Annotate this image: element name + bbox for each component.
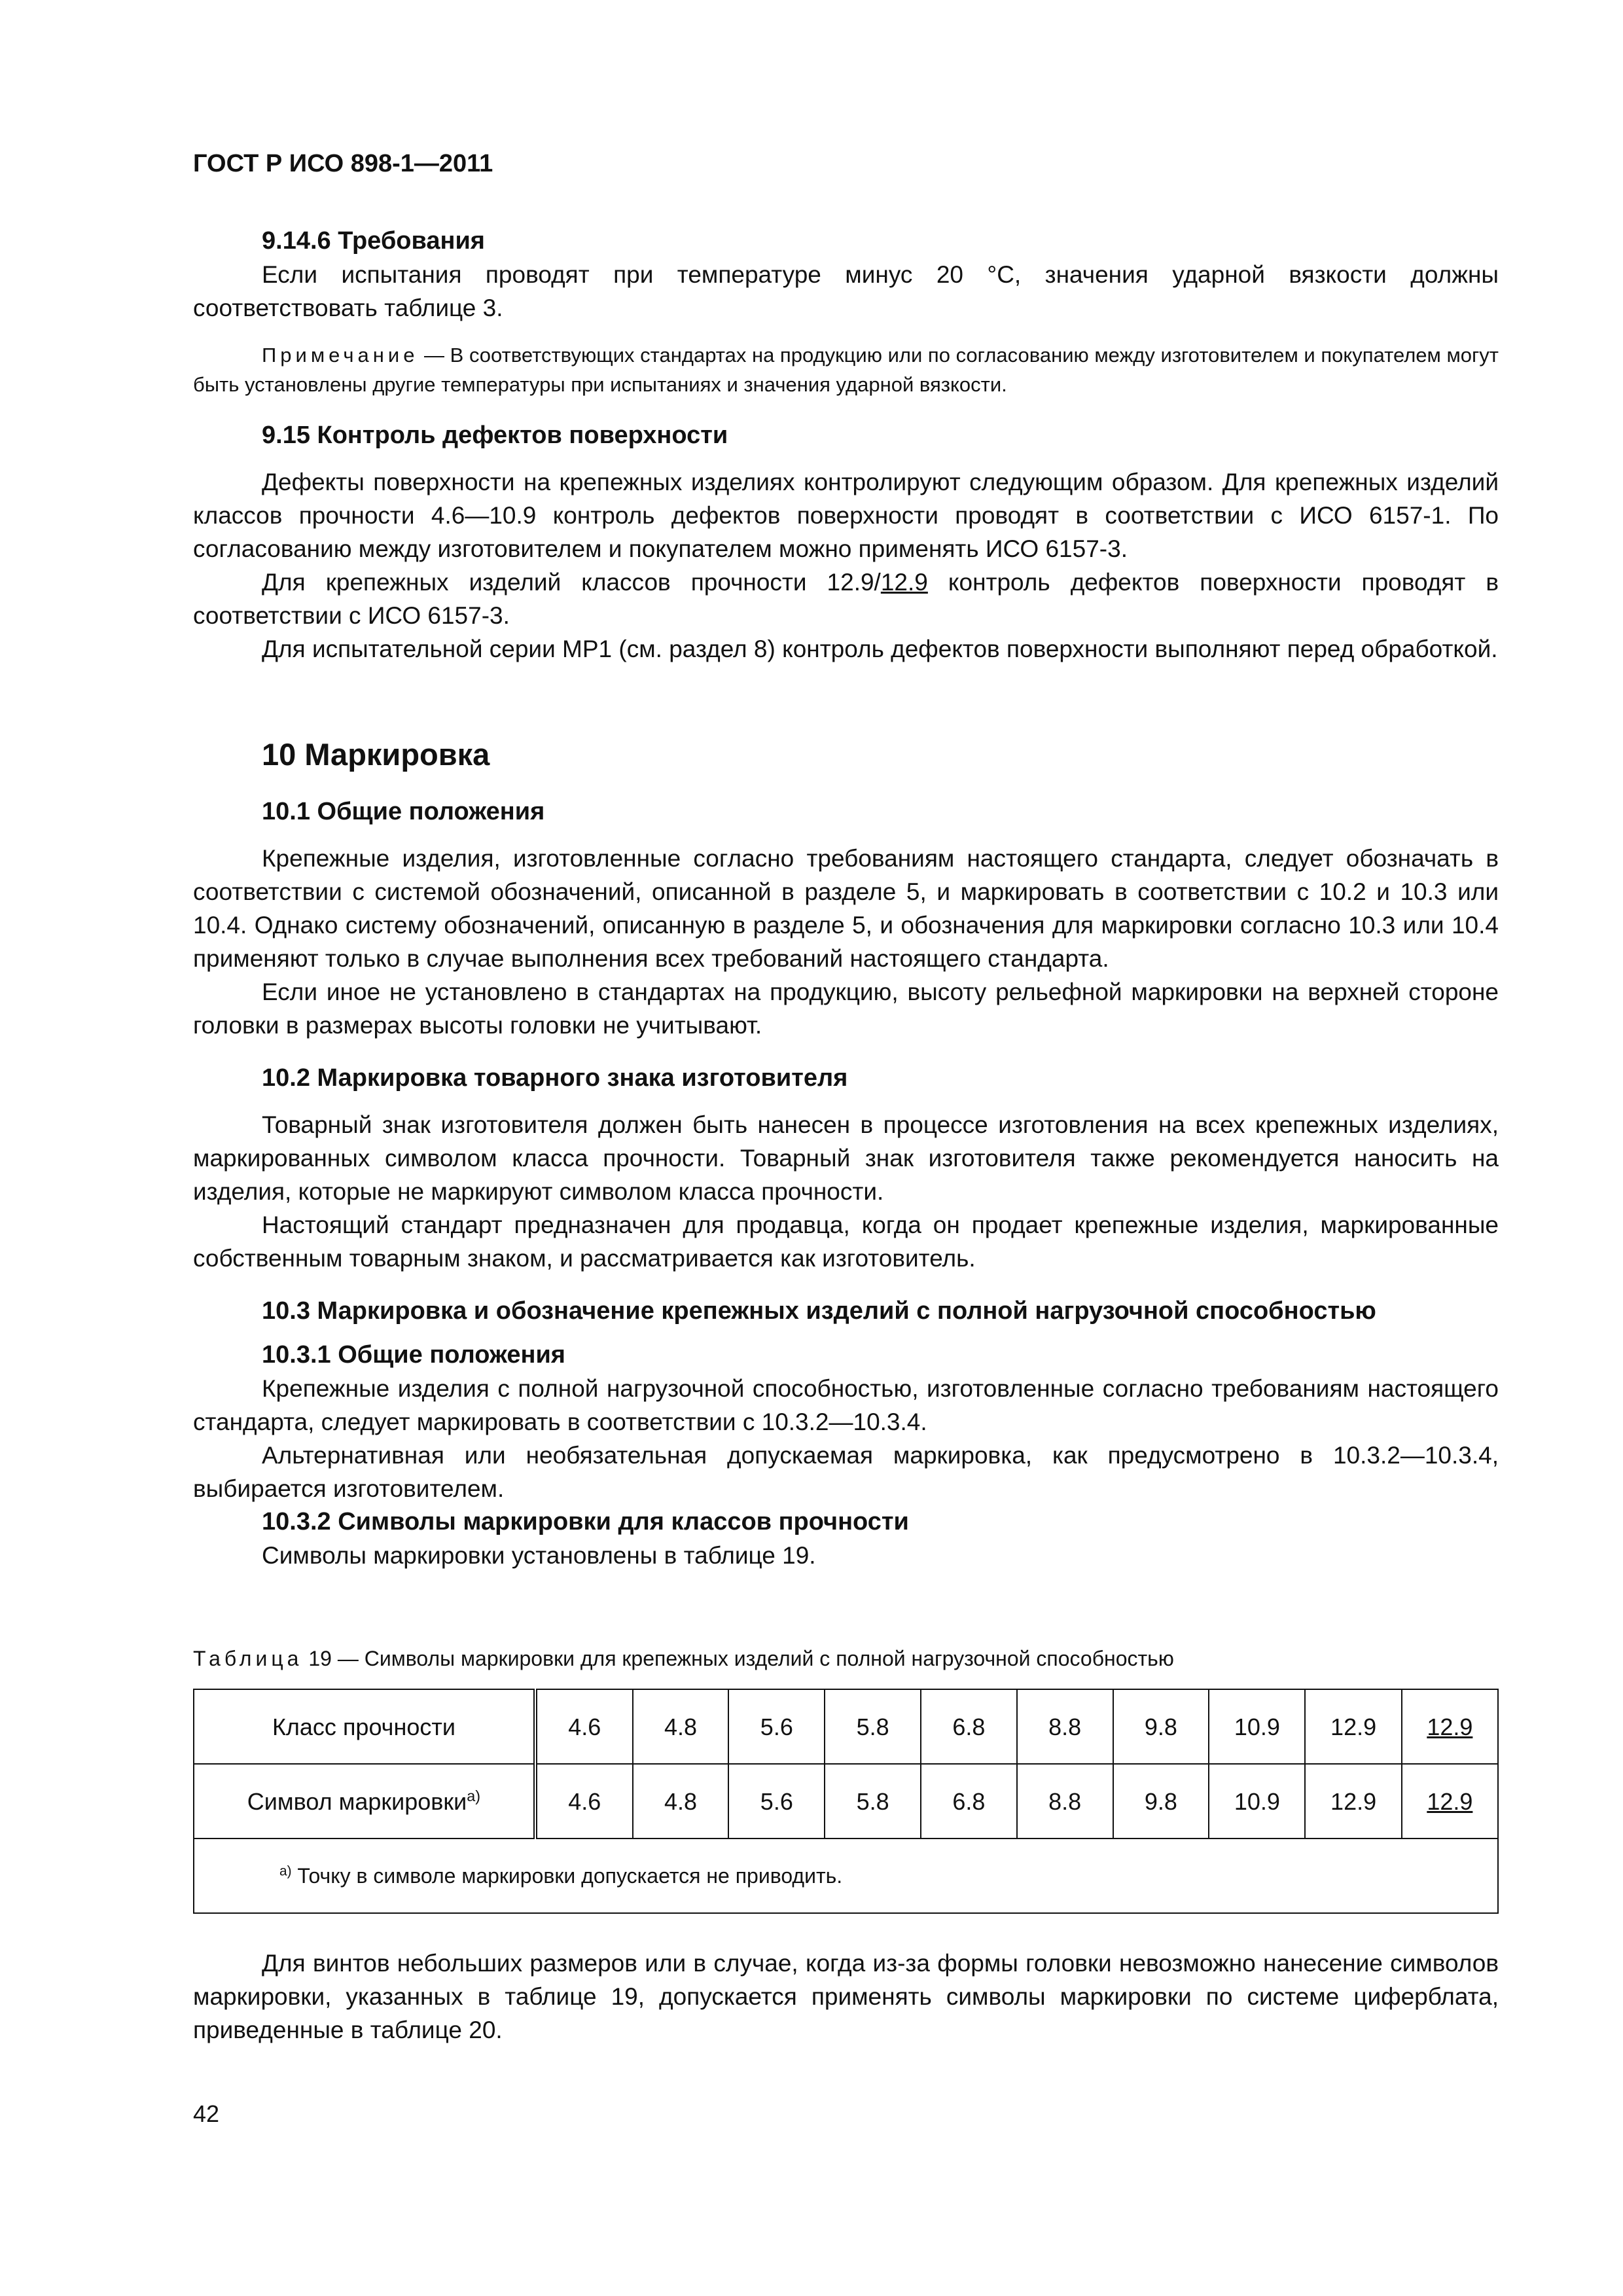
table-cell: 6.8 bbox=[921, 1689, 1017, 1764]
subsection-heading: 10.3.2 Символы маркировки для классов прочности bbox=[262, 1508, 909, 1535]
paragraph: Если испытания проводят при температуре минус 20 °С, значения ударной вязкости должны соответствовать таблице 3. bbox=[193, 261, 1499, 321]
table-cell: 12.9 bbox=[1402, 1689, 1498, 1764]
row-header: Символ маркировки$^{a)}$ bbox=[194, 1764, 535, 1839]
paragraph: Крепежные изделия с полной нагрузочной способностью, изготовленные согласно требованиям настоящего стандарта, следует маркировать в соответствии с 10.3.2—10.3.4. bbox=[193, 1375, 1499, 1435]
table-cell: 8.8 bbox=[1017, 1764, 1113, 1839]
table-footnote-row bbox=[194, 1839, 1498, 1913]
table-cell: 4.6 bbox=[535, 1689, 633, 1764]
page-number: 42 bbox=[193, 2100, 220, 2127]
note-text: — В соответствующих стандартах на продукцию или по согласованию между изготовителем и покупателем могут быть установлены другие температуры при испытаниях и значения ударной вязкости. bbox=[193, 344, 1499, 396]
table-cell: 6.8 bbox=[921, 1764, 1017, 1839]
table-row bbox=[194, 1764, 1498, 1839]
table-19 bbox=[193, 1689, 1499, 1914]
section-9-15 bbox=[193, 419, 1499, 666]
paragraph: Для испытательной серии МР1 (см. раздел 8) контроль дефектов поверхности выполняют перед обработкой. bbox=[262, 636, 1498, 662]
paragraph: Если иное не установлено в стандартах на продукцию, высоту рельефной маркировки на верхней стороне головки в размерах высоты головки не учитывают. bbox=[193, 978, 1499, 1039]
table-cell: 5.6 bbox=[728, 1689, 825, 1764]
table-cell: 5.6 bbox=[728, 1764, 825, 1839]
table-cell: 4.6 bbox=[535, 1764, 633, 1839]
closing-paragraph-block bbox=[193, 1946, 1499, 2047]
table-cell: 12.9 bbox=[1305, 1689, 1401, 1764]
row-header: Класс прочности bbox=[194, 1689, 535, 1764]
note-label: Примечание bbox=[262, 344, 419, 367]
paragraph: Дефекты поверхности на крепежных изделиях контролируют следующим образом. Для крепежных изделий классов прочности 4.6—10.9 контроль дефектов поверхности проводят в соответствии с ИСО 6157-1. По согласованию между изготовителем и покупателем можно применять ИСО 6157-3. bbox=[193, 469, 1499, 562]
paragraph: Крепежные изделия, изготовленные согласно требованиям настоящего стандарта, следует обозначать в соответствии с системой обозначений, описанной в разделе 5, и маркировать в соответствии с 10.2 и 10.3 или 10.4. Однако систему обозначений, описанную в разделе 5, и обозначения для маркировки согласно 10.3 или 10.4 применяют только в случае выполнения всех требований настоящего стандарта. bbox=[193, 845, 1499, 972]
chapter-heading: 10 Маркировка bbox=[262, 737, 490, 772]
section-10 bbox=[193, 735, 1499, 1572]
table-cell: 9.8 bbox=[1113, 1689, 1209, 1764]
table-cell: 12.9 bbox=[1402, 1764, 1498, 1839]
table-cell: 10.9 bbox=[1209, 1689, 1305, 1764]
paragraph: Для винтов небольших размеров или в случае, когда из-за формы головки невозможно нанесение символов маркировки, указанных в таблице 19, допускается применять символы маркировки по системе циферблата, приведенные в таблице 20. bbox=[193, 1950, 1499, 2043]
section-heading: 10.1 Общие положения bbox=[262, 798, 545, 825]
note bbox=[193, 340, 1499, 399]
table-footnote: $^{a)}$ Точку в символе маркировки допускается не приводить. bbox=[194, 1839, 1498, 1913]
table-cell: 5.8 bbox=[825, 1689, 921, 1764]
table-cell: 8.8 bbox=[1017, 1689, 1113, 1764]
paragraph: Товарный знак изготовителя должен быть нанесен в процессе изготовления на всех крепежных изделиях, маркированных символом класса прочности. Товарный знак изготовителя также рекомендуется наносить на изделия, которые не маркируют символом класса прочности. bbox=[193, 1111, 1499, 1205]
table-cell: 10.9 bbox=[1209, 1764, 1305, 1839]
table-cell: 12.9 bbox=[1305, 1764, 1401, 1839]
section-heading: 9.15 Контроль дефектов поверхности bbox=[262, 422, 728, 449]
section-9-14-6 bbox=[193, 224, 1499, 325]
paragraph: Символы маркировки установлены в таблице 19. bbox=[262, 1542, 816, 1569]
table-caption: Таблица 19 — Символы маркировки для крепежных изделий с полной нагрузочной способностью bbox=[193, 1647, 1174, 1670]
paragraph: Настоящий стандарт предназначен для продавца, когда он продает крепежные изделия, маркированные собственным товарным знаком, и рассматривается как изготовитель. bbox=[193, 1211, 1499, 1272]
subsection-heading: 10.3.1 Общие положения bbox=[262, 1341, 565, 1369]
table-cell: 4.8 bbox=[633, 1689, 729, 1764]
table-cell: 5.8 bbox=[825, 1764, 921, 1839]
paragraph: Альтернативная или необязательная допускаемая маркировка, как предусмотрено в 10.3.2—10.3.4, выбирается изготовителем. bbox=[193, 1442, 1499, 1502]
table-cell: 4.8 bbox=[633, 1764, 729, 1839]
section-heading: 10.2 Маркировка товарного знака изготовителя bbox=[262, 1064, 848, 1092]
table-row bbox=[194, 1689, 1498, 1764]
table-cell: 9.8 bbox=[1113, 1764, 1209, 1839]
section-heading: 10.3 Маркировка и обозначение крепежных изделий с полной нагрузочной способностью bbox=[262, 1297, 1376, 1325]
paragraph: Для крепежных изделий классов прочности 12.9/12.9 контроль дефектов поверхности проводят в соответствии с ИСО 6157-3. bbox=[193, 569, 1499, 629]
document-id: ГОСТ Р ИСО 898-1—2011 bbox=[193, 150, 493, 177]
section-heading: 9.14.6 Требования bbox=[262, 227, 485, 255]
